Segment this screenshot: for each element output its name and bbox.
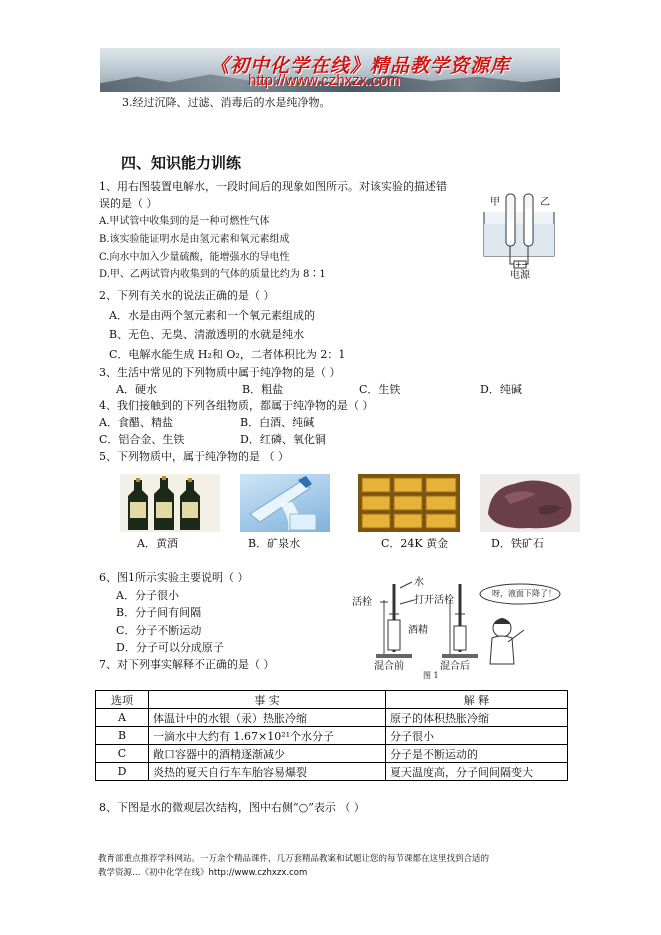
q2-option-c: C．电解水能生成 H₂和 O₂，二者体积比为 2：1 [109, 348, 346, 361]
q5-option-d: D．铁矿石 [491, 537, 544, 550]
diagram-label-a: 甲 [490, 197, 500, 208]
table-cell: 敞口容器中的酒精逐渐减少 [149, 745, 386, 763]
table-cell: 一滴水中大约有 1.67×10²¹个水分子 [149, 727, 386, 745]
table-cell: 炎热的夏天自行车车胎容易爆裂 [149, 763, 386, 781]
table-row [96, 727, 568, 745]
q1-stem-line2: 误的是（ ） [99, 197, 158, 210]
table-header-explanation: 解 释 [386, 691, 568, 709]
q2-stem: 2、下列有关水的说法正确的是（ ） [99, 289, 275, 302]
table-header-option: 选项 [96, 691, 149, 709]
q6-option-d: D．分子可以分成原子 [116, 641, 224, 654]
q6-option-a: A．分子很小 [116, 589, 179, 602]
q4-option-d: D．红磷、氧化铜 [240, 433, 326, 446]
q1-option-c: C.向水中加入少量硫酸，能增强水的导电性 [99, 252, 290, 263]
q2-option-b: B、无色、无臭、清澈透明的水就是纯水 [109, 328, 305, 341]
banner-url[interactable]: http://www.czhxzx.com [248, 72, 400, 89]
header-banner [100, 48, 560, 92]
photo-yellow-wine [120, 474, 220, 532]
table-cell: B [96, 727, 149, 745]
banner-title: 《初中化学在线》精品教学资源库 [209, 55, 510, 77]
table-row [96, 763, 568, 781]
q3-option-b: B．粗盐 [242, 383, 284, 396]
diagram-label-minus: − [521, 260, 528, 269]
diagram-label-plus: + [515, 260, 522, 269]
fig1-label-alcohol: 酒精 [408, 625, 428, 636]
q1-option-d: D.甲、乙两试管内收集到的气体的质量比约为 8∶1 [99, 269, 326, 280]
intro-line: 3.经过沉降、过滤、消毒后的水是纯净物。 [122, 96, 331, 109]
table-cell: 分子是不断运动的 [386, 745, 568, 763]
section-title: 四、知识能力训练 [121, 154, 242, 172]
table-cell: C [96, 745, 149, 763]
q6-stem: 6、图1所示实验主要说明（ ） [99, 571, 249, 584]
table-cell: 体温计中的水银（汞）热胀冷缩 [149, 709, 386, 727]
table-cell: A [96, 709, 149, 727]
q4-option-b: B．白酒、纯碱 [240, 416, 315, 429]
q6-option-b: B．分子间有间隔 [116, 606, 202, 619]
footer-line1: 教育部重点推荐学科网站。一万余个精品课件，几万套精品教案和试题让您的每节课都在这里找到合适的 [98, 854, 490, 864]
q7-stem: 7、对下列事实解释不正确的是（ ） [99, 658, 275, 671]
q3-stem: 3、生活中常见的下列物质中属于纯净物的是（ ） [99, 366, 341, 379]
footer-line2: 教学资源…《初中化学在线》http://www.czhxzx.com [98, 868, 308, 878]
q5-option-a: A．黄酒 [137, 537, 178, 550]
fig1-label-water: 水 [414, 577, 424, 588]
q1-stem-line1: 1、用右图装置电解水，一段时间后的现象如图所示。对该实验的描述错 [99, 180, 447, 193]
table-cell: 夏天温度高，分子间间隔变大 [386, 763, 568, 781]
fig1-label-open: 打开活栓 [414, 595, 454, 606]
table-cell: D [96, 763, 149, 781]
diagram-label-power: 电源 [510, 270, 530, 281]
table-cell: 原子的体积热胀冷缩 [386, 709, 568, 727]
table-cell: 分子很小 [386, 727, 568, 745]
q5-option-b: B．矿泉水 [248, 537, 301, 550]
q5-stem: 5、下列物质中，属于纯净物的是 （ ） [99, 450, 289, 463]
q3-option-d: D．纯碱 [480, 383, 522, 396]
photo-iron-ore [480, 474, 580, 532]
q6-option-c: C．分子不断运动 [116, 624, 202, 637]
fig1-label-valve: 活栓 [352, 597, 372, 608]
table-row [96, 709, 568, 727]
table-header-fact: 事 实 [149, 691, 386, 709]
q1-option-b: B.该实验能证明水是由氢元素和氧元素组成 [99, 234, 290, 245]
q3-option-c: C．生铁 [359, 383, 401, 396]
diagram-label-b: 乙 [540, 197, 550, 208]
fig1-caption: 图 1 [423, 671, 439, 680]
fig1-label-after: 混合后 [440, 661, 470, 672]
q2-option-a: A．水是由两个氢元素和一个氧元素组成的 [109, 309, 315, 322]
fig1-speech: 呀，液面下降了！ [492, 589, 556, 598]
fig1-label-before: 混合前 [374, 661, 404, 672]
q4-option-c: C．铝合金、生铁 [99, 433, 185, 446]
q8-stem: 8、下图是水的微观层次结构，图中右侧“○”表示 （ ） [99, 801, 365, 814]
q4-option-a: A．食醋、精盐 [99, 416, 173, 429]
q3-option-a: A．硬水 [116, 383, 157, 396]
q4-stem: 4、我们接触到的下列各组物质，都属于纯净物的是（ ） [99, 399, 374, 412]
photo-gold-bars [358, 474, 460, 532]
q1-option-a: A.甲试管中收集到的是一种可燃性气体 [99, 216, 270, 227]
q5-option-c: C．24K 黄金 [381, 537, 449, 550]
photo-mineral-water [240, 474, 330, 532]
table-row [96, 745, 568, 763]
figure-1 [352, 577, 564, 678]
table-header-row [96, 691, 568, 709]
q7-table [95, 690, 568, 781]
electrolysis-diagram [478, 184, 560, 282]
